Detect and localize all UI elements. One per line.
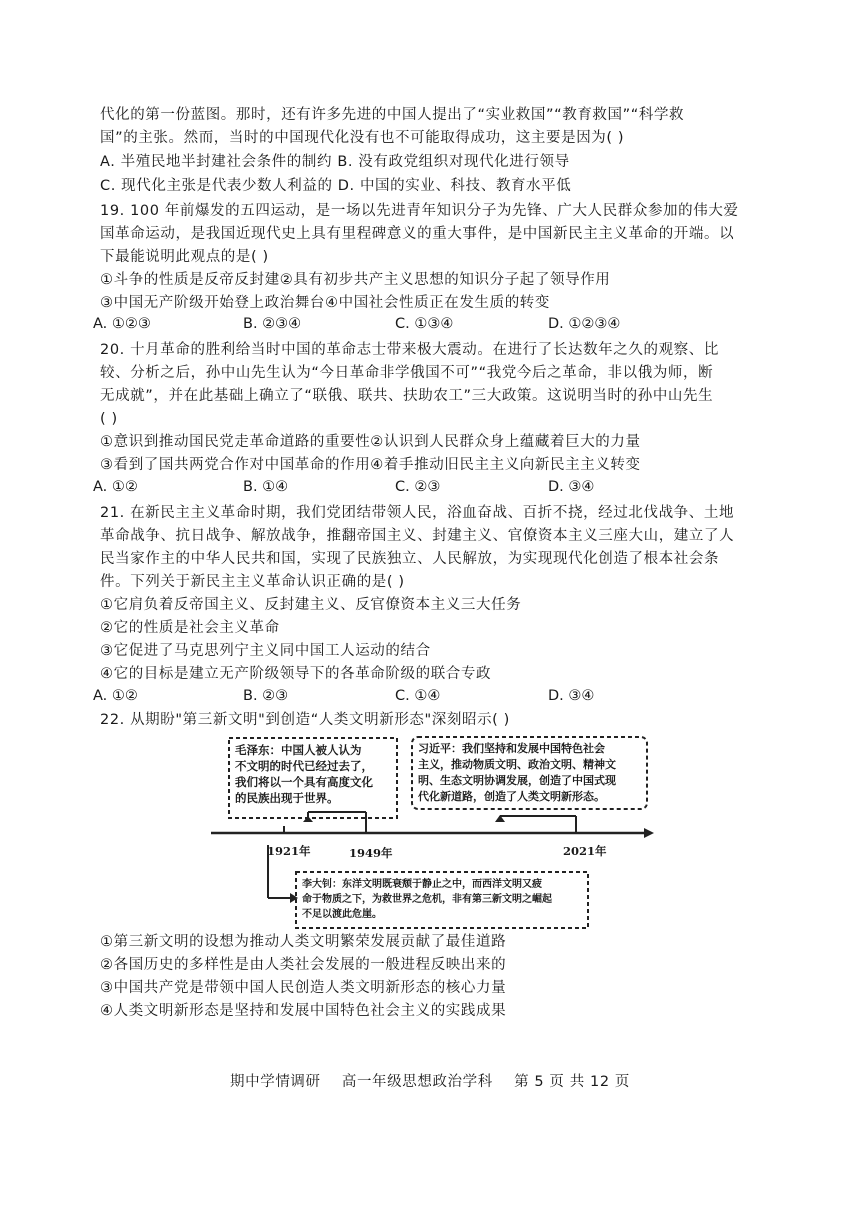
footer-exam: 期中学情调研	[230, 1074, 321, 1090]
q20-option-c: C. ②③	[395, 479, 441, 495]
mao-quote-box	[229, 738, 397, 818]
q21-stem-line1: 21. 在新民主主义革命时期，我们党团结带领人民，浴血奋战、百折不挠，经过北伐战争、土地	[100, 505, 735, 521]
footer-page-number: 第 5 页 共 12 页	[514, 1074, 630, 1090]
q21-option-a: A. ①②	[93, 688, 138, 704]
q21-stem-line3: 民当家作主的中华人民共和国，实现了民族独立、人民解放，为实现现代化创造了根本社会条	[100, 551, 720, 567]
q20-statement-2: ③看到了国共两党合作对中国革命的作用④着手推动旧民主主义向新民主主义转变	[100, 457, 641, 473]
q19-statement-2: ③中国无产阶级开始登上政治舞台④中国社会性质正在发生质的转变	[100, 295, 550, 311]
mao-quote-line2: 不文明的时代已经过去了，	[235, 759, 373, 773]
q22-stem: 22. 从期盼"第三新文明"到创造“人类文明新形态"深刻昭示( )	[100, 712, 510, 728]
q20-statement-1: ①意识到推动国民党走革命道路的重要性②认识到人民群众身上蕴藏着巨大的力量	[100, 434, 641, 450]
q18-option-c: C. 现代化主张是代表少数人利益的	[100, 178, 333, 194]
q20-stem-line4: ( )	[100, 411, 118, 427]
li-quote-box	[296, 872, 588, 928]
q18-option-b: B. 没有政党组织对现代化进行领导	[337, 154, 570, 170]
xi-quote-line3: 明、生态文明协调发展，创造了中国式现	[418, 774, 616, 787]
q21-option-c: C. ①④	[395, 688, 441, 704]
svg-text:毛泽东：中国人被人认为 不文明的时代已经过去了，	[235, 743, 377, 805]
xi-quote-line2: 主义，推动物质文明、政治文明、精神文	[418, 758, 616, 771]
q18-stem-line2: 国”的主张。然而，当时的中国现代化没有也不可能取得成功，这主要是因为( )	[100, 130, 625, 146]
mao-quote-line1: 毛泽东：中国人被人认为	[235, 743, 362, 757]
q22-statement-1: ①第三新文明的设想为推动人类文明繁荣发展贡献了最佳道路	[100, 934, 507, 950]
q20-stem-line2: 较、分析之后，孙中山先生认为“今日革命非学俄国不可”“我党今后之革命，非以俄为师，断	[100, 365, 714, 381]
q20-stem-line3: 无成就”，并在此基础上确立了“联俄、联共、扶助农工”三大政策。这说明当时的孙中山先生	[100, 388, 714, 404]
svg-text:1921年 1949年 2021年	[267, 844, 607, 860]
q18-option-a: A. 半殖民地半封建社会条件的制约	[100, 154, 333, 170]
li-quote-line3: 不足以渡此危崖。	[302, 909, 382, 920]
q20-stem-line1: 20. 十月革命的胜利给当时中国的革命志士带来极大震动。在进行了长达数年之久的观察、比	[100, 342, 719, 358]
q21-options	[93, 688, 793, 708]
q19-option-a: A. ①②③	[93, 316, 151, 332]
q19-stem-line3: 下最能说明此观点的是( )	[100, 249, 269, 265]
q21-statement-2: ②它的性质是社会主义革命	[100, 620, 280, 636]
year-1921-label: 1921年	[267, 844, 311, 858]
page-footer	[0, 1070, 860, 1091]
q18-option-d: D. 中国的实业、科技、教育水平低	[337, 178, 572, 194]
q19-option-d: D. ①②③④	[548, 316, 621, 332]
svg-text:李大钊：东洋文明既衰颓于静止之中，而西洋文明又疲 命	[301, 877, 555, 920]
q22-statement-3: ③中国共产党是带领中国人民创造人类文明新形态的核心力量	[100, 980, 507, 996]
q21-statement-3: ③它促进了马克思列宁主义同中国工人运动的结合	[100, 643, 431, 659]
q20-option-b: B. ①④	[243, 479, 289, 495]
q19-stem-line1: 19. 100 年前爆发的五四运动，是一场以先进青年知识分子为先锋、广大人民群众参加的伟大爱	[100, 203, 739, 219]
xi-quote-line1: 习近平：我们坚持和发展中国特色社会	[418, 742, 605, 755]
q21-statement-4: ④它的目标是建立无产阶级领导下的各革命阶级的联合专政	[100, 666, 492, 682]
year-1949-label: 1949年	[349, 846, 393, 860]
q19-statement-1: ①斗争的性质是反帝反封建②具有初步共产主义思想的知识分子起了领导作用	[100, 272, 611, 288]
q19-options	[93, 316, 793, 336]
svg-text:习近平：我们坚持和发展中国特色社会 主义，推动物质文	[418, 741, 620, 803]
year-2021-label: 2021年	[563, 844, 607, 858]
q20-option-d: D. ③④	[548, 479, 595, 495]
q21-statement-1: ①它肩负着反帝国主义、反封建主义、反官僚资本主义三大任务	[100, 597, 522, 613]
mao-quote-line3: 我们将以一个具有高度文化	[235, 775, 373, 789]
q21-option-d: D. ③④	[548, 688, 595, 704]
q22-statement-4: ④人类文明新形态是坚持和发展中国特色社会主义的实践成果	[100, 1003, 507, 1019]
q21-option-b: B. ②③	[243, 688, 289, 704]
q19-stem-line2: 国革命运动，是我国近现代史上具有里程碑意义的重大事件，是中国新民主主义革命的开端。以	[100, 226, 735, 242]
q21-stem-line2: 革命战争、抗日战争、解放战争，推翻帝国主义、封建主义、官僚资本主义三座大山，建立了人	[100, 528, 735, 544]
q19-option-b: B. ②③④	[243, 316, 302, 332]
mao-quote-line4: 的民族出现于世界。	[235, 791, 339, 805]
li-quote-line1: 李大钊：东洋文明既衰颓于静止之中，而西洋文明又疲	[302, 879, 542, 890]
q18-option-cd	[100, 176, 571, 196]
q20-options	[93, 479, 793, 499]
q20-option-a: A. ①②	[93, 479, 138, 495]
q19-option-c: C. ①③④	[395, 316, 454, 332]
q18-stem-line1: 代化的第一份蓝图。那时，还有许多先进的中国人提出了“实业救国”“教育救国”“科学救	[100, 107, 685, 123]
xi-quote-line4: 代化新道路，创造了人类文明新形态。	[418, 790, 605, 803]
q21-stem-line4: 件。下列关于新民主主义革命认识正确的是( )	[100, 574, 405, 590]
q18-option-ab	[100, 152, 570, 172]
footer-subject: 高一年级思想政治学科	[341, 1074, 493, 1090]
xi-quote-box	[412, 737, 647, 809]
li-quote-line2: 命于物质之下，为救世界之危机，非有第三新文明之崛起	[302, 894, 552, 905]
q22-statement-2: ②各国历史的多样性是由人类社会发展的一般进程反映出来的	[100, 957, 507, 973]
